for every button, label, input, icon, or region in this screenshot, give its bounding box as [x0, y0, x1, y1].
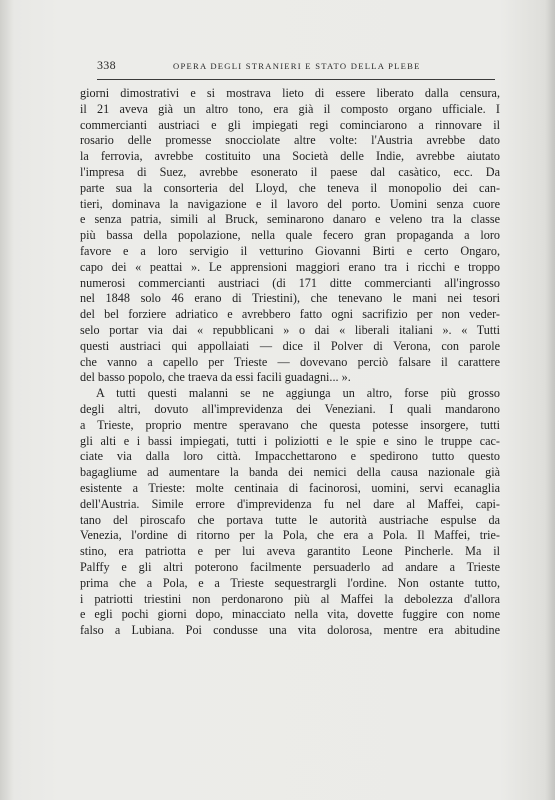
- text-line: rosario delle promesse snocciolate altre volte: l'Austria avrebbe dato: [80, 133, 500, 148]
- text-line: giorni dimostrativi e si mostrava lieto di essere liberato dalla censura,: [80, 86, 500, 100]
- text-line: la ferrovia, avrebbe costituito una Società delle Indie, avrebbe aiutato: [80, 149, 500, 164]
- text-line: falso a Lubiana. Poi condusse una vita dolorosa, mentre era abitudine: [80, 623, 500, 638]
- text-line: l'impresa di Suez, avrebbe esonerato il paese dal casàtico, ecc. Da: [80, 164, 500, 179]
- text-line: nel 1848 solo 46 erano di Triestini), che tenevano le mani nei tesori: [80, 291, 500, 306]
- text-line: Palffy e gli altri poterono facilmente persuaderlo ad andare a Trieste: [80, 559, 500, 574]
- text-line: capo dei « peattai ». Le apprensioni maggiori erano tra i ricchi e troppo: [80, 259, 500, 274]
- text-line: più bassa della popolazione, nella quale fecero gran propaganda a loro: [80, 228, 500, 243]
- text-line: stino, era patriotta e per lui aveva garantito Leone Pincherle. Ma il: [80, 544, 500, 559]
- text-line: e senza patria, simili al Bruck, seminarono danaro e veleno tra la classe: [80, 212, 500, 227]
- text-line: e egli pochi giorni dopo, minacciato nella vita, dovette fuggire con nome: [80, 607, 500, 622]
- text-line: esistente a Trieste: molte centinaia di facinorosi, uomini, servi ecanaglia: [80, 480, 500, 495]
- text-line: tieri, dominava la navigazione e il lavoro del porto. Uomini senza cuore: [80, 196, 500, 211]
- text-line: i patriotti triestini non perdonarono più al Maffei la debolezza d'allora: [80, 591, 500, 606]
- header-rule: [97, 79, 495, 80]
- text-line: del bel forziere adriatico e avrebbero fatto ogni sacrifizio per non veder-: [80, 307, 500, 322]
- text-line: bagagliume ad aumentare la banda dei nemici della causa nazionale già: [80, 465, 500, 480]
- text-line: degli altri, dovuto all'imprevidenza dei Veneziani. I quali mandarono: [80, 401, 500, 416]
- text-line: A tutti questi malanni se ne aggiunga un altro, forse più grosso: [96, 386, 500, 401]
- text-line: a Trieste, proprio mentre speravano che questa potesse insorgere, tutti: [80, 417, 500, 432]
- body-text: [80, 86, 500, 639]
- text-line: tano del piroscafo che portava tutte le autorità austriache espulse da: [80, 512, 500, 527]
- page-header: [97, 58, 497, 76]
- text-line: dell'Austria. Simile errore d'imprevidenza fu nel dare al Maffei, capi-: [80, 496, 500, 511]
- text-line: del basso popolo, che traeva da essi facili guadagni... ».: [80, 370, 351, 385]
- text-line: prima che a Pola, e a Trieste sequestrargli l'ordine. Non ostante tutto,: [80, 575, 500, 590]
- text-line: Venezia, l'ordine di ritorno per la Pola, che era a Pola. Il Maffei, trie-: [80, 528, 500, 543]
- running-title: OPERA DEGLI STRANIERI E STATO DELLA PLEBE: [173, 61, 421, 71]
- text-line: selo portar via dai « repubblicani » o dai « liberali italiani ». « Tutti: [80, 322, 500, 337]
- page-number: 338: [97, 58, 116, 72]
- text-line: favore e a loro servigio il vetturino Giovanni Birti e certo Ongaro,: [80, 243, 500, 258]
- text-line: parte sua la consorteria del Lloyd, che teneva il monopolio dei can-: [80, 180, 500, 195]
- text-line: il 21 aveva già un altro tono, era già il composto organo ufficiale. I: [80, 101, 500, 116]
- text-line: commercianti austriaci e gli impiegati regi cominciarono a rinnovare il: [80, 117, 500, 132]
- text-line: questi austriaci qui appollaiati — dice il Polver di Verona, con parole: [80, 338, 500, 353]
- text-line: che vanno a capello per Trieste — dovevano perciò falsare il carattere: [80, 354, 500, 369]
- text-line: gli alti e i bassi impiegati, tutti i poliziotti e le spie e sino le truppe cac-: [80, 433, 500, 448]
- text-line: ciate via dalla loro città. Impacchettarono e spedirono tutto questo: [80, 449, 500, 464]
- text-line: numerosi commercianti austriaci (di 171 ditte commercianti all'ingrosso: [80, 275, 500, 290]
